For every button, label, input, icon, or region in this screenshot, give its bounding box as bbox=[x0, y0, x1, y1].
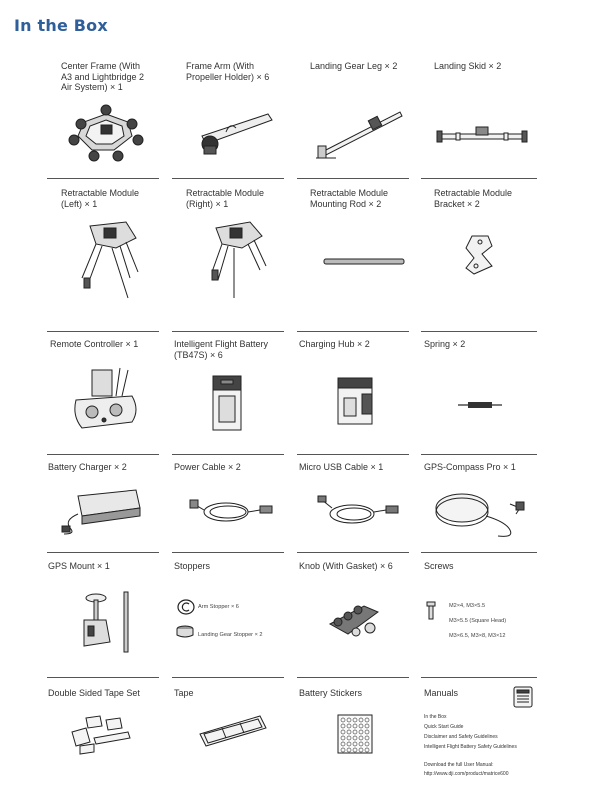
landing-gear-leg-icon bbox=[314, 108, 406, 160]
manual-icon bbox=[511, 685, 535, 709]
micro-usb-cable-icon bbox=[316, 494, 400, 530]
screws-line-1: M2×4, M3×5.5 bbox=[449, 603, 486, 609]
item-label: Manuals bbox=[424, 688, 459, 698]
power-cable-icon bbox=[190, 494, 274, 530]
item-spring bbox=[424, 339, 465, 350]
item-center-frame bbox=[61, 61, 144, 93]
stoppers-icon bbox=[176, 598, 196, 616]
item-label: Retractable Module (Left) × 1 bbox=[61, 188, 140, 209]
item-double-sided-tape bbox=[48, 688, 140, 699]
item-label: Charging Hub × 2 bbox=[299, 339, 370, 349]
item-label: Power Cable × 2 bbox=[174, 462, 241, 472]
screws-line-3: M3×6.5, M3×8, M3×12 bbox=[449, 633, 506, 639]
tape-icon bbox=[196, 712, 270, 750]
item-label: Screws bbox=[424, 561, 454, 571]
item-label: Spring × 2 bbox=[424, 339, 466, 349]
charging-hub-icon bbox=[334, 372, 378, 430]
arm-stopper-label: Arm Stopper × 6 bbox=[198, 604, 239, 610]
screws-line-2: M3×5.5 (Square Head) bbox=[449, 618, 507, 624]
gps-mount-icon bbox=[80, 586, 136, 656]
item-remote-controller bbox=[50, 339, 138, 350]
item-label: Center Frame (With A3 and Lightbridge 2 Air System) × 1 bbox=[61, 61, 145, 92]
item-label: GPS Mount × 1 bbox=[48, 561, 110, 571]
item-label: Intelligent Flight Battery (TB47S) × 6 bbox=[174, 339, 269, 360]
bracket-icon bbox=[462, 232, 500, 276]
item-label: Retractable Module Bracket × 2 bbox=[434, 188, 513, 209]
item-retractable-right bbox=[186, 188, 264, 209]
manuals-line-6: http://www.dji.com/product/matrice600 bbox=[424, 771, 509, 777]
item-power-cable bbox=[174, 462, 241, 473]
item-landing-gear-leg bbox=[310, 61, 397, 72]
item-tape bbox=[174, 688, 194, 699]
item-label: Landing Skid × 2 bbox=[434, 61, 502, 71]
item-knob bbox=[299, 561, 393, 572]
retractable-module-right-icon bbox=[204, 220, 270, 300]
item-charging-hub bbox=[299, 339, 370, 350]
item-label: Knob (With Gasket) × 6 bbox=[299, 561, 393, 571]
manuals-line-5: Download the full User Manual: bbox=[424, 762, 494, 768]
gps-compass-icon bbox=[428, 482, 528, 540]
remote-controller-icon bbox=[70, 366, 142, 434]
item-landing-skid bbox=[434, 61, 501, 72]
center-frame-icon bbox=[68, 100, 144, 164]
manuals-line-3: Disclaimer and Safety Guidelines bbox=[424, 734, 498, 740]
item-label: Battery Stickers bbox=[299, 688, 363, 698]
manuals-line-4: Intelligent Flight Battery Safety Guidelines bbox=[424, 744, 517, 750]
manuals-line-1: In the Box bbox=[424, 714, 447, 720]
item-label: Micro USB Cable × 1 bbox=[299, 462, 384, 472]
landing-skid-icon bbox=[436, 124, 528, 146]
spring-icon bbox=[458, 400, 502, 410]
knob-icon bbox=[326, 598, 388, 640]
manuals-line-2: Quick Start Guide bbox=[424, 724, 464, 730]
item-stoppers bbox=[174, 561, 210, 572]
item-label: GPS-Compass Pro × 1 bbox=[424, 462, 516, 472]
item-retractable-left bbox=[61, 188, 139, 209]
page-title: In the Box bbox=[14, 16, 108, 35]
item-label: Frame Arm (With Propeller Holder) × 6 bbox=[186, 61, 270, 82]
item-label: Retractable Module Mounting Rod × 2 bbox=[310, 188, 389, 209]
screw-icon bbox=[426, 601, 436, 621]
item-screws bbox=[424, 561, 454, 572]
item-label: Remote Controller × 1 bbox=[50, 339, 139, 349]
tape-set-icon bbox=[66, 712, 140, 756]
item-mounting-rod bbox=[310, 188, 388, 209]
flight-battery-icon bbox=[209, 372, 245, 434]
mounting-rod-icon bbox=[322, 256, 406, 268]
frame-arm-icon bbox=[196, 110, 276, 156]
item-frame-arm bbox=[186, 61, 269, 82]
item-gps-mount bbox=[48, 561, 110, 572]
retractable-module-left-icon bbox=[76, 220, 146, 300]
item-label: Double Sided Tape Set bbox=[48, 688, 140, 698]
item-manuals bbox=[424, 688, 458, 699]
item-battery-stickers bbox=[299, 688, 362, 699]
item-label: Tape bbox=[174, 688, 194, 698]
item-battery-charger bbox=[48, 462, 127, 473]
item-bracket bbox=[434, 188, 512, 209]
battery-charger-icon bbox=[60, 486, 142, 534]
item-label: Retractable Module (Right) × 1 bbox=[186, 188, 265, 209]
item-label: Landing Gear Leg × 2 bbox=[310, 61, 398, 71]
item-flight-battery bbox=[174, 339, 268, 360]
landing-gear-stopper-icon bbox=[175, 624, 195, 640]
item-label: Battery Charger × 2 bbox=[48, 462, 127, 472]
item-label: Stoppers bbox=[174, 561, 211, 571]
battery-stickers-icon bbox=[337, 714, 373, 754]
item-gps-compass bbox=[424, 462, 516, 473]
item-micro-usb bbox=[299, 462, 383, 473]
landing-stopper-label: Landing Gear Stopper × 2 bbox=[198, 632, 263, 638]
